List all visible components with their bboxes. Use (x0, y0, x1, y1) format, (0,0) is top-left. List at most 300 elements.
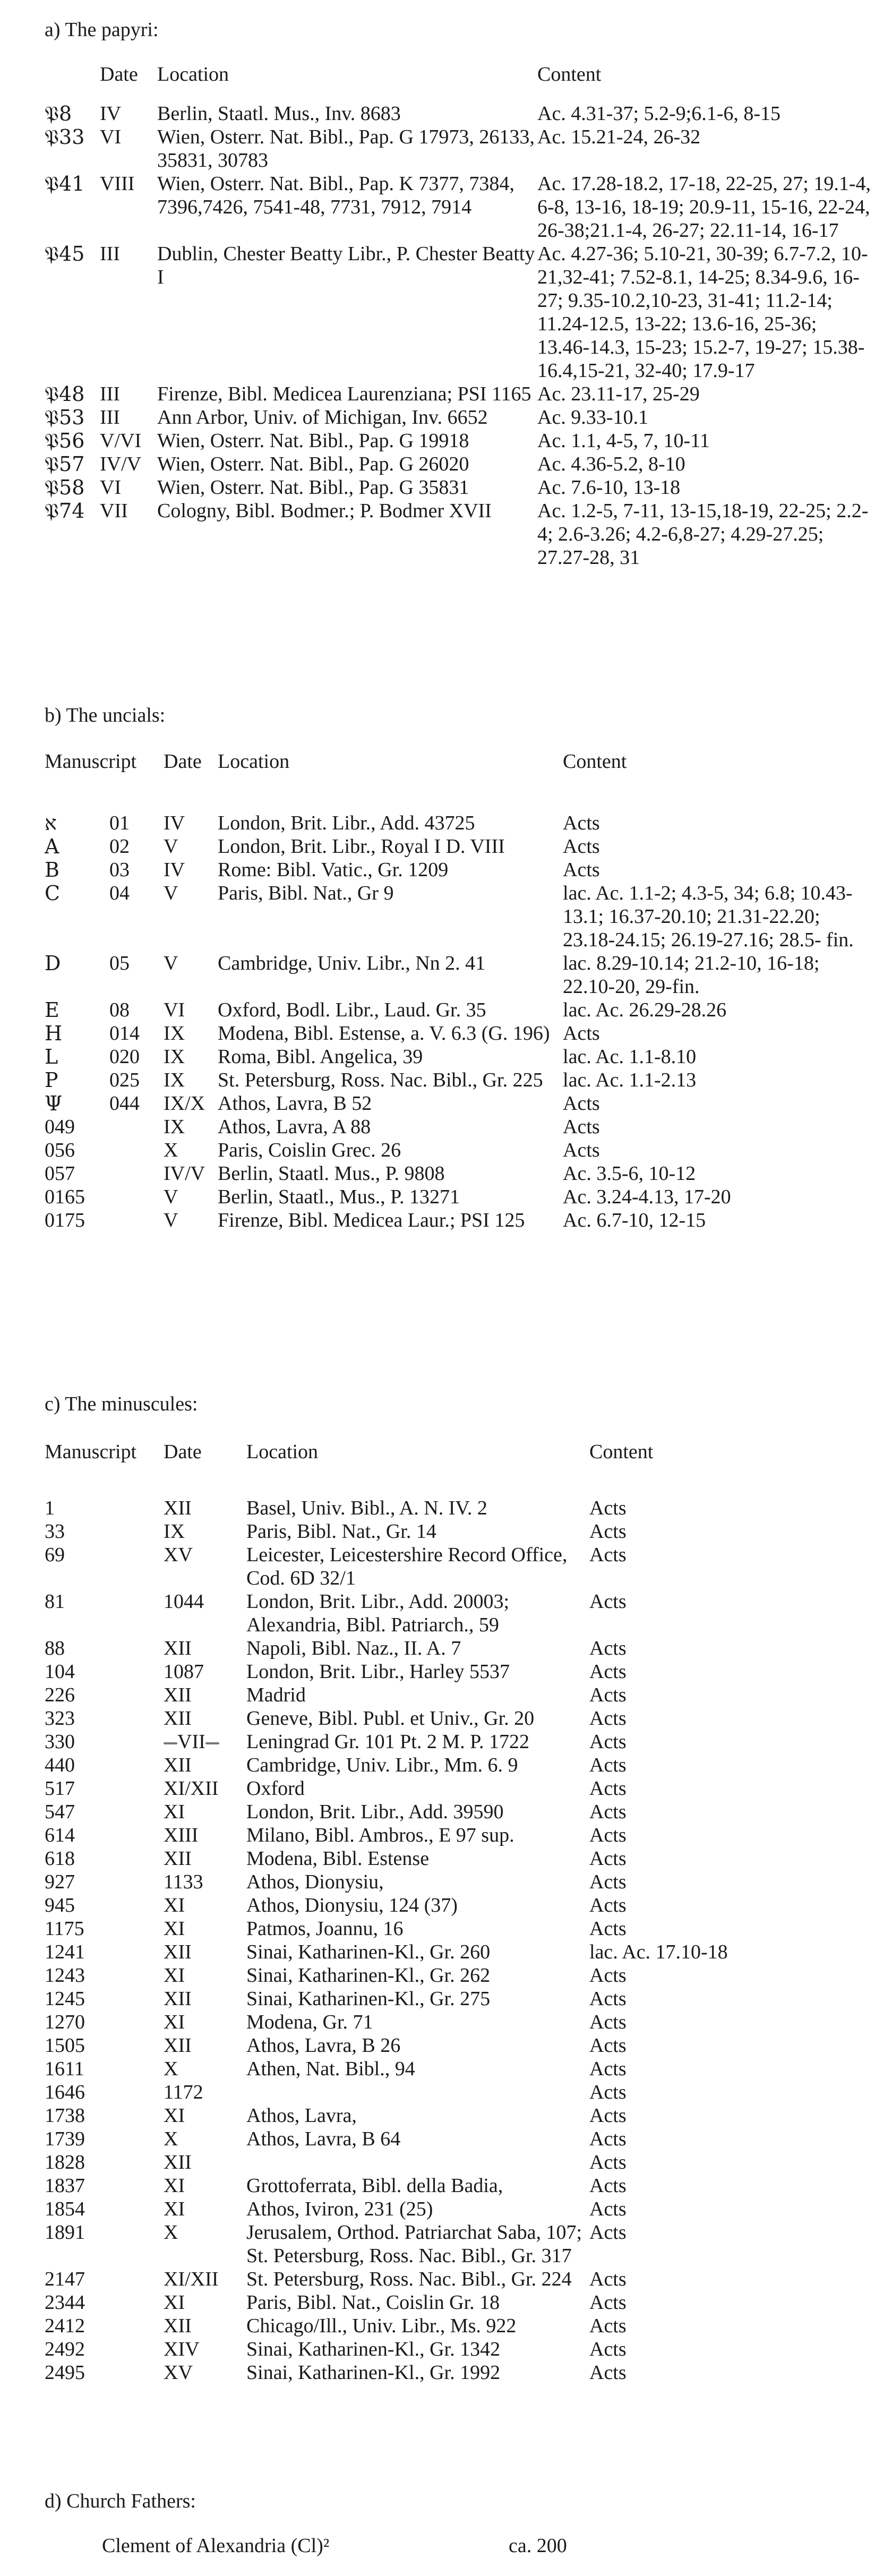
papyrus-content: Ac. 1.1, 4-5, 7, 10-11 (537, 430, 710, 452)
minuscule-content: Acts (589, 2198, 627, 2220)
minuscules-row (45, 1660, 873, 1683)
uncial-location: Modena, Bibl. Estense, a. V. 6.3 (G. 196) (218, 1022, 550, 1045)
minuscule-number: 1245 (45, 1988, 85, 2010)
minuscules-row (45, 1964, 873, 1987)
uncial-content: Acts (563, 812, 600, 834)
minuscule-location: London, Brit. Libr., Add. 20003; Alexandria, Bibl. Patriarch., 59 (246, 1590, 510, 1636)
minuscule-number: 618 (45, 1847, 75, 1870)
uncial-location: Athos, Lavra, A 88 (218, 1116, 371, 1138)
papyri-row (45, 452, 873, 476)
minuscule-date: XII (164, 1637, 192, 1659)
papyri-content-header: Content (537, 63, 602, 85)
minuscules-row (45, 1496, 873, 1520)
minuscules-row (45, 1847, 873, 1870)
uncials-row (45, 1139, 873, 1162)
papyri-row (45, 172, 873, 242)
minuscule-location: Leicester, Leicestershire Record Office, Cod. 6D 32/1 (246, 1544, 568, 1589)
minuscule-date: XV (164, 2361, 193, 2384)
uncial-siglum: B (45, 858, 59, 882)
uncial-location: Cambridge, Univ. Libr., Nn 2. 41 (218, 952, 486, 974)
minuscule-number: 547 (45, 1801, 75, 1823)
minuscules-row (45, 1917, 873, 1940)
minuscule-date: XII (164, 1684, 192, 1706)
minuscule-content: Acts (589, 1497, 627, 1519)
minuscule-number: 1738 (45, 2104, 85, 2127)
papyrus-siglum: 𝔓53 (45, 406, 85, 429)
minuscules-section-title: c) The minuscules: (45, 1393, 198, 1415)
minuscules-row (45, 1753, 873, 1777)
minuscule-location (246, 2151, 589, 2174)
minuscules-row (45, 2267, 873, 2291)
minuscule-number: 1828 (45, 2151, 85, 2173)
minuscules-manuscript-header: Manuscript (45, 1441, 137, 1463)
church-father-name: Clement of Alexandria (Cl)² (102, 2535, 330, 2557)
minuscule-content: Acts (589, 1684, 627, 1706)
uncial-date: IV (164, 812, 185, 834)
minuscule-location: Athos, Iviron, 231 (25) (246, 2198, 433, 2220)
minuscule-date (164, 1730, 246, 1753)
papyrus-date: IV (100, 102, 122, 125)
uncials-section-title: b) The uncials: (45, 704, 166, 726)
minuscule-location: Athen, Nat. Bibl., 94 (246, 2058, 415, 2080)
papyri-row (45, 242, 873, 382)
minuscules-row (45, 2151, 873, 2174)
minuscule-content: Acts (589, 2151, 627, 2173)
uncial-content: Acts (563, 859, 600, 881)
minuscule-date: XI (164, 2011, 185, 2033)
papyri-location-header: Location (157, 63, 229, 85)
minuscules-row (45, 2127, 873, 2151)
minuscules-row (45, 2361, 873, 2384)
minuscule-content: Acts (589, 1731, 627, 1753)
minuscule-location: Madrid (246, 1684, 306, 1706)
papyri-section-title: a) The papyri: (45, 19, 159, 41)
uncial-date: X (164, 1139, 178, 1161)
uncial-number: 025 (109, 1069, 140, 1091)
minuscules-row (45, 1637, 873, 1660)
minuscule-content: Acts (589, 1824, 627, 1846)
minuscule-number: 1243 (45, 1964, 85, 1987)
uncials-row (45, 858, 873, 882)
papyri-row (45, 382, 873, 406)
minuscule-content: Acts (589, 1544, 627, 1566)
uncials-row (45, 1045, 873, 1068)
uncial-date: V (164, 952, 178, 974)
minuscules-row (45, 2010, 873, 2034)
minuscule-content: Acts (589, 1637, 627, 1659)
minuscule-date: XII (164, 2151, 192, 2173)
minuscule-location: Paris, Bibl. Nat., Coislin Gr. 18 (246, 2291, 500, 2314)
minuscule-date: 1172 (164, 2081, 203, 2103)
minuscules-table (45, 1440, 873, 2384)
papyrus-content: Ac. 4.27-36; 5.10-21, 30-39; 6.7-7.2, 10-21,32-41; 7.52-8.1, 14-25; 8.34-9.6, 16-27; 9.35-10.2,10-23, 31-41; 11.2-14; 11.24-12.5, 13-22; 13.6-16, 25-36; 13.46-14.3, 15-23; 15.2-7, 19-27; 15.38-16.4,15-21, 32-40; 17.9-17 (537, 243, 868, 382)
papyri-row (45, 476, 873, 499)
minuscules-row (45, 1987, 873, 2010)
minuscule-location: Sinai, Katharinen-Kl., Gr. 275 (246, 1988, 491, 2010)
minuscule-content: Acts (589, 1661, 627, 1683)
papyrus-date: V/VI (100, 430, 142, 452)
minuscule-content: Acts (589, 1918, 627, 1940)
papyrus-content: Ac. 17.28-18.2, 17-18, 22-25, 27; 19.1-4, 6-8, 13-16, 18-19; 20.9-11, 15-16, 22-24, 26-38;21.1-4, 26-27; 22.11-14, 16-17 (537, 173, 871, 242)
papyrus-siglum: 𝔓48 (45, 382, 85, 406)
minuscule-number: 104 (45, 1661, 75, 1683)
uncial-number: 014 (109, 1022, 140, 1045)
ink-smudge-mark (205, 1742, 219, 1744)
uncial-location: Athos, Lavra, B 52 (218, 1092, 372, 1115)
minuscule-date: XI (164, 1918, 185, 1940)
minuscules-row (45, 2174, 873, 2197)
uncial-content: Acts (563, 1022, 600, 1045)
minuscule-location: Athos, Lavra, B 26 (246, 2034, 401, 2057)
minuscule-number: 2495 (45, 2361, 85, 2384)
minuscule-number: 945 (45, 1894, 75, 1916)
uncial-siglum: א (45, 811, 57, 835)
papyrus-date: VIII (100, 173, 135, 195)
minuscule-content: Acts (589, 1707, 627, 1730)
minuscule-number: 1837 (45, 2175, 85, 2197)
uncial-number: 05 (109, 952, 130, 974)
minuscule-location: Athos, Dionysiu, 124 (37) (246, 1894, 458, 1916)
minuscule-location: Chicago/Ill., Univ. Libr., Ms. 922 (246, 2315, 517, 2337)
uncial-location: Paris, Bibl. Nat., Gr 9 (218, 882, 394, 904)
uncial-content: lac. Ac. 1.1-8.10 (563, 1046, 697, 1068)
minuscule-location: Modena, Bibl. Estense (246, 1847, 430, 1870)
uncial-location: Berlin, Staatl., Mus., P. 13271 (218, 1186, 460, 1208)
minuscule-date: XIV (164, 2338, 200, 2360)
papyrus-location: Cologny, Bibl. Bodmer.; P. Bodmer XVII (157, 500, 492, 522)
minuscules-date-header: Date (164, 1441, 202, 1463)
minuscule-number: 69 (45, 1544, 65, 1566)
uncials-content-header: Content (563, 750, 627, 773)
uncials-row (45, 952, 873, 998)
minuscule-date: XI/XII (164, 1777, 219, 1800)
minuscule-date: 1087 (164, 1661, 204, 1683)
uncial-location: Paris, Coislin Grec. 26 (218, 1139, 401, 1161)
uncials-row (45, 1115, 873, 1139)
minuscule-content: Acts (589, 1871, 627, 1893)
minuscule-location: Sinai, Katharinen-Kl., Gr. 260 (246, 1941, 491, 1963)
minuscule-number: 1270 (45, 2011, 85, 2033)
uncial-location: Rome: Bibl. Vatic., Gr. 1209 (218, 859, 449, 881)
minuscule-location: Patmos, Joannu, 16 (246, 1918, 404, 1940)
papyrus-content: Ac. 23.11-17, 25-29 (537, 383, 700, 405)
minuscule-content: lac. Ac. 17.10-18 (589, 1941, 728, 1963)
uncial-location: London, Brit. Libr., Add. 43725 (218, 812, 475, 834)
uncials-row (45, 882, 873, 952)
papyrus-content: Ac. 1.2-5, 7-11, 13-15,18-19, 22-25; 2.2-4; 2.6-3.26; 4.2-6,8-27; 4.29-27.25; 27.27-28, 31 (537, 500, 869, 569)
papyri-header-row (45, 63, 873, 86)
uncial-content: lac. Ac. 26.29-28.26 (563, 999, 727, 1021)
uncial-date: VI (164, 999, 185, 1021)
uncial-date: V (164, 835, 178, 858)
uncial-date: IV (164, 859, 185, 881)
papyrus-date: III (100, 243, 120, 265)
minuscule-number: 323 (45, 1707, 75, 1730)
papyri-table (45, 63, 873, 569)
uncial-date: IX (164, 1116, 185, 1138)
minuscule-location: Sinai, Katharinen-Kl., Gr. 262 (246, 1964, 491, 1987)
minuscule-content: Acts (589, 2081, 627, 2103)
papyrus-location: Wien, Osterr. Nat. Bibl., Pap. G 17973, 26133, 35831, 30783 (157, 126, 535, 172)
minuscule-number: 1 (45, 1497, 55, 1519)
minuscule-location: Athos, Lavra, B 64 (246, 2128, 401, 2150)
minuscules-row (45, 2291, 873, 2314)
minuscule-date: XII (164, 1988, 192, 2010)
uncial-location: St. Petersburg, Ross. Nac. Bibl., Gr. 225 (218, 1069, 543, 1091)
uncial-siglum: 057 (45, 1162, 75, 1185)
papyrus-siglum: 𝔓57 (45, 452, 85, 476)
minuscules-row (45, 1590, 873, 1637)
minuscule-content: Acts (589, 2221, 627, 2244)
papyrus-location: Berlin, Staatl. Mus., Inv. 8683 (157, 102, 401, 125)
papyrus-siglum: 𝔓58 (45, 476, 85, 499)
minuscules-row (45, 1520, 873, 1543)
uncial-date: V (164, 1209, 178, 1231)
uncial-location: London, Brit. Libr., Royal I D. VIII (218, 835, 505, 858)
minuscule-number: 33 (45, 1520, 65, 1543)
papyrus-siglum: 𝔓8 (45, 102, 72, 125)
minuscule-location: St. Petersburg, Ross. Nac. Bibl., Gr. 224 (246, 2268, 572, 2290)
papyrus-date: IV/V (100, 453, 142, 475)
papyri-row (45, 406, 873, 429)
minuscule-content: Acts (589, 1988, 627, 2010)
minuscules-row (45, 1543, 873, 1590)
uncial-content: Acts (563, 1139, 600, 1161)
minuscule-date: IX (164, 1520, 185, 1543)
minuscule-number: 517 (45, 1777, 75, 1800)
uncial-date: IX (164, 1046, 185, 1068)
papyrus-content: Ac. 4.31-37; 5.2-9;6.1-6, 8-15 (537, 102, 781, 125)
uncial-content: lac. Ac. 1.1-2; 4.3-5, 34; 6.8; 10.43-13.1; 16.37-20.10; 21.31-22.20; 23.18-24.15; 26.19-27.16; 28.5- fin. (563, 882, 854, 951)
papyrus-date: III (100, 406, 120, 429)
minuscule-content: Acts (589, 1754, 627, 1776)
uncials-date-header: Date (164, 750, 202, 773)
minuscule-content: Acts (589, 1777, 627, 1800)
minuscules-row (45, 2057, 873, 2081)
papyrus-siglum: 𝔓41 (45, 172, 85, 195)
minuscule-content: Acts (589, 2338, 627, 2360)
fathers-row (102, 2534, 739, 2557)
fathers-table (102, 2534, 739, 2557)
uncial-content: Ac. 3.5-6, 10-12 (563, 1162, 696, 1185)
minuscule-number: 88 (45, 1637, 65, 1659)
minuscule-content: Acts (589, 2011, 627, 2033)
minuscule-date: XI (164, 1801, 185, 1823)
fathers-section-title: d) Church Fathers: (45, 2490, 196, 2512)
minuscule-number: 1611 (45, 2058, 84, 2080)
minuscule-content: Acts (589, 2034, 627, 2057)
uncial-siglum: E (45, 998, 59, 1022)
minuscules-row (45, 2314, 873, 2338)
papyrus-date: III (100, 383, 120, 405)
papyri-row (45, 125, 873, 172)
uncials-row (45, 998, 873, 1022)
papyrus-content: Ac. 15.21-24, 26-32 (537, 126, 701, 148)
minuscule-date: X (164, 2128, 178, 2150)
minuscules-row (45, 1940, 873, 1964)
papyrus-location: Firenze, Bibl. Medicea Laurenziana; PSI 1165 (157, 383, 531, 405)
uncial-siglum: 0165 (45, 1186, 85, 1208)
minuscule-location: Leningrad Gr. 101 Pt. 2 M. P. 1722 (246, 1731, 530, 1753)
minuscules-location-header: Location (246, 1441, 319, 1463)
minuscules-row (45, 1824, 873, 1847)
minuscule-content: Acts (589, 2058, 627, 2080)
minuscule-location: Jerusalem, Orthod. Patriarchat Saba, 107; St. Petersburg, Ross. Nac. Bibl., Gr. 317 (246, 2221, 582, 2267)
minuscule-number: 1854 (45, 2198, 85, 2220)
minuscule-date: XII (164, 2315, 192, 2337)
minuscule-date: XI (164, 2291, 185, 2314)
uncial-date: V (164, 1186, 178, 1208)
minuscule-number: 1739 (45, 2128, 85, 2150)
papyrus-siglum: 𝔓33 (45, 125, 85, 149)
minuscule-number: 81 (45, 1590, 65, 1613)
minuscule-content: Acts (589, 2291, 627, 2314)
minuscule-location: Milano, Bibl. Ambros., E 97 sup. (246, 1824, 514, 1846)
minuscule-location: Basel, Univ. Bibl., A. N. IV. 2 (246, 1497, 487, 1519)
papyrus-siglum: 𝔓56 (45, 429, 85, 452)
minuscule-date: X (164, 2058, 178, 2080)
uncial-number: 03 (109, 859, 130, 881)
minuscule-location: Oxford (246, 1777, 305, 1800)
uncial-number: 044 (109, 1092, 140, 1115)
uncial-siglum: D (45, 952, 61, 975)
minuscules-row (45, 1800, 873, 1824)
minuscule-number: 1241 (45, 1941, 85, 1963)
uncials-row (45, 1162, 873, 1185)
uncial-siglum: L (45, 1045, 58, 1068)
uncial-content: Ac. 3.24-4.13, 17-20 (563, 1186, 731, 1208)
minuscule-content: Acts (589, 1964, 627, 1987)
uncial-content: Acts (563, 1116, 600, 1138)
papyrus-location: Wien, Osterr. Nat. Bibl., Pap. G 26020 (157, 453, 469, 475)
uncials-table (45, 750, 873, 1232)
minuscule-content: Acts (589, 2104, 627, 2127)
uncial-siglum: 0175 (45, 1209, 85, 1231)
uncial-number: 04 (109, 882, 130, 904)
minuscule-date: XII (164, 2034, 192, 2057)
minuscule-location (246, 2081, 589, 2104)
papyri-row (45, 102, 873, 125)
uncial-siglum: C (45, 882, 61, 905)
uncials-row (45, 1068, 873, 1092)
minuscules-row (45, 1683, 873, 1707)
minuscule-date: 1133 (164, 1871, 203, 1893)
minuscule-location: Modena, Gr. 71 (246, 2011, 373, 2033)
minuscule-date: XIII (164, 1824, 199, 1846)
minuscule-location: London, Brit. Libr., Add. 39590 (246, 1801, 504, 1823)
uncial-number: 020 (109, 1046, 140, 1068)
minuscule-location: Geneve, Bibl. Publ. et Univ., Gr. 20 (246, 1707, 535, 1730)
minuscule-content: Acts (589, 2315, 627, 2337)
minuscule-location: Cambridge, Univ. Libr., Mm. 6. 9 (246, 1754, 518, 1776)
papyrus-location: Ann Arbor, Univ. of Michigan, Inv. 6652 (157, 406, 488, 429)
uncials-manuscript-header: Manuscript (45, 750, 137, 773)
minuscule-number: 226 (45, 1684, 75, 1706)
uncials-row (45, 1092, 873, 1115)
minuscule-location: Napoli, Bibl. Naz., II. A. 7 (246, 1637, 461, 1659)
uncials-row (45, 1022, 873, 1045)
papyrus-location: Dublin, Chester Beatty Libr., P. Chester Beatty I (157, 243, 535, 288)
minuscule-number: 330 (45, 1731, 75, 1753)
uncial-date: IX (164, 1069, 185, 1091)
papyrus-location: Wien, Osterr. Nat. Bibl., Pap. G 19918 (157, 430, 469, 452)
uncials-row (45, 1185, 873, 1209)
uncial-date: V (164, 882, 178, 904)
minuscule-number: 2147 (45, 2268, 85, 2290)
minuscule-location: Athos, Dionysiu, (246, 1871, 384, 1893)
papyrus-content: Ac. 7.6-10, 13-18 (537, 476, 681, 499)
minuscule-date: 1044 (164, 1590, 204, 1613)
minuscule-date: XI (164, 1894, 185, 1916)
papyri-date-header: Date (100, 63, 138, 85)
minuscule-date-text: VII (177, 1731, 205, 1753)
minuscule-content: Acts (589, 1847, 627, 1870)
minuscule-number: 1891 (45, 2221, 85, 2244)
minuscules-header-row (45, 1440, 873, 1464)
minuscule-date: XI (164, 1964, 185, 1987)
uncial-siglum: A (45, 835, 59, 858)
uncials-row (45, 1209, 873, 1232)
uncial-location: Oxford, Bodl. Libr., Laud. Gr. 35 (218, 999, 486, 1021)
papyrus-content: Ac. 9.33-10.1 (537, 406, 648, 429)
minuscule-content: Acts (589, 2268, 627, 2290)
uncials-row (45, 835, 873, 858)
minuscule-number: 1505 (45, 2034, 85, 2057)
minuscule-date: XI (164, 2175, 185, 2197)
minuscule-number: 927 (45, 1871, 75, 1893)
minuscule-content: Acts (589, 1520, 627, 1543)
papyri-row (45, 499, 873, 569)
minuscules-row (45, 1730, 873, 1753)
uncial-content: Acts (563, 1092, 600, 1115)
minuscule-date: XI/XII (164, 2268, 219, 2290)
uncials-row (45, 811, 873, 835)
minuscule-number: 1175 (45, 1918, 84, 1940)
uncial-number: 02 (109, 835, 130, 858)
papyrus-date: VI (100, 126, 122, 148)
uncial-siglum: H (45, 1022, 63, 1045)
minuscule-number: 440 (45, 1754, 75, 1776)
minuscule-date: X (164, 2221, 178, 2244)
uncial-location: Firenze, Bibl. Medicea Laur.; PSI 125 (218, 1209, 525, 1231)
minuscule-number: 2412 (45, 2315, 85, 2337)
minuscule-date: XII (164, 1497, 192, 1519)
uncial-siglum: 056 (45, 1139, 75, 1161)
minuscule-date: XII (164, 1847, 192, 1870)
minuscule-number: 2492 (45, 2338, 85, 2360)
minuscule-location: Sinai, Katharinen-Kl., Gr. 1342 (246, 2338, 501, 2360)
uncial-location: Berlin, Staatl. Mus., P. 9808 (218, 1162, 445, 1185)
minuscule-date: XII (164, 1707, 192, 1730)
uncial-content: Ac. 6.7-10, 12-15 (563, 1209, 706, 1231)
minuscule-content: Acts (589, 1590, 627, 1613)
papyrus-siglum: 𝔓74 (45, 499, 85, 523)
minuscules-row (45, 1870, 873, 1894)
papyrus-date: VI (100, 476, 122, 499)
minuscule-date: XI (164, 2198, 185, 2220)
minuscules-row (45, 1707, 873, 1730)
minuscule-location: Grottoferrata, Bibl. della Badia, (246, 2175, 503, 2197)
papyrus-location: Wien, Osterr. Nat. Bibl., Pap. G 35831 (157, 476, 469, 499)
minuscule-content: Acts (589, 2128, 627, 2150)
minuscule-date: XI (164, 2104, 185, 2127)
papyrus-siglum: 𝔓45 (45, 242, 85, 266)
minuscule-location: Athos, Lavra, (246, 2104, 357, 2127)
uncials-location-header: Location (218, 750, 290, 773)
minuscules-content-header: Content (589, 1441, 654, 1463)
uncial-siglum: Ψ (45, 1092, 63, 1115)
minuscules-row (45, 2081, 873, 2104)
